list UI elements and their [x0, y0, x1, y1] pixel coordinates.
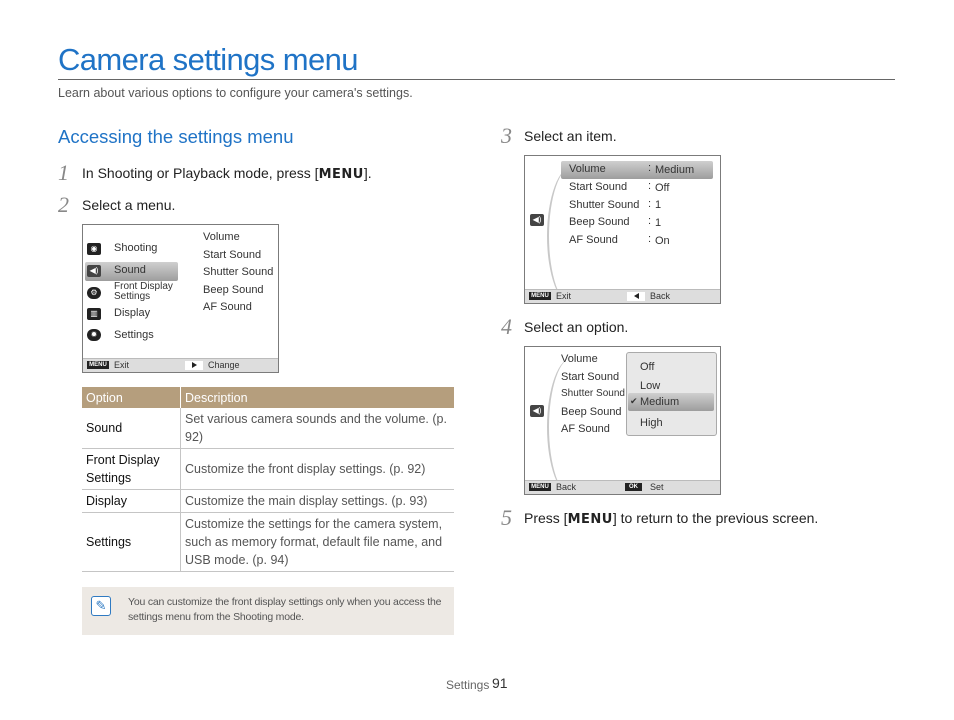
item-volume[interactable]: Volume [569, 163, 606, 175]
item-start-sound: Start Sound [203, 249, 262, 261]
screen-4-bottom-bar [525, 480, 720, 494]
page-title: Camera settings menu [58, 42, 358, 77]
table-header-row [82, 387, 454, 408]
table-row [82, 490, 454, 513]
page-number: 91 [492, 675, 508, 691]
table-row [82, 449, 454, 490]
item-beep-sound[interactable]: Beep Sound [569, 216, 630, 228]
description-cell: Customize the front display settings. (p. 92) [181, 449, 455, 490]
bar-back-label: Back [650, 291, 671, 301]
step-2-text: Select a menu. [82, 197, 176, 213]
sep: : [648, 215, 652, 227]
item-shutter-sound: Shutter Sound [203, 266, 274, 278]
item-shutter-sound: Shutter Sound [561, 388, 625, 399]
sep: : [648, 233, 652, 245]
screen-select-menu [82, 224, 279, 373]
value-beep-sound: 1 [655, 217, 662, 229]
item-shutter-sound[interactable]: Shutter Sound [569, 199, 640, 211]
description-cell: Customize the main display settings. (p. 93) [181, 490, 455, 513]
table-row [82, 408, 454, 449]
display-icon: ▥ [87, 308, 101, 320]
page-subtitle: Learn about various options to configure your camera's settings. [58, 86, 413, 100]
option-cell: Sound [82, 408, 181, 449]
menu-shooting[interactable]: Shooting [114, 242, 158, 254]
step-1-text [82, 165, 372, 182]
note-icon: ✎ [91, 596, 111, 616]
footer-section-label: Settings [446, 678, 490, 692]
front-display-icon: ⚙ [87, 287, 101, 299]
screen-select-option [524, 346, 721, 495]
sep: : [648, 162, 652, 174]
step-4-number: 4 [501, 314, 512, 339]
item-beep-sound: Beep Sound [561, 406, 622, 418]
menu-button-icon: MENU [87, 361, 109, 369]
screen-1-bottom-bar [83, 358, 278, 372]
bar-change-label: Change [208, 360, 240, 370]
option-popup [626, 352, 717, 436]
ok-button-icon: OK [625, 483, 642, 491]
menu-button-icon: MENU [529, 292, 551, 300]
option-off[interactable]: Off [640, 361, 655, 373]
item-start-sound: Start Sound [561, 371, 620, 383]
option-high[interactable]: High [640, 417, 663, 429]
step-1-number: 1 [58, 160, 69, 185]
left-arrow-icon [627, 292, 645, 301]
description-cell: Customize the settings for the camera system, such as memory format, default file name, and USB mode. (p. 94) [181, 513, 455, 572]
menu-key-icon: MENU [318, 167, 364, 182]
menu-button-icon: MENU [529, 483, 551, 491]
option-cell: Settings [82, 513, 181, 572]
menu-display[interactable]: Display [114, 307, 151, 319]
note-text: You can customize the front display settings only when you access the settings menu from the Shooting mode. [128, 596, 442, 623]
item-af-sound: AF Sound [561, 423, 610, 435]
screen-3-bottom-bar [525, 289, 720, 303]
step-5-pre: Press [ [524, 510, 568, 526]
header-option: Option [82, 387, 181, 408]
bar-set-label: Set [650, 482, 664, 492]
step-5-text [524, 510, 818, 527]
right-arrow-icon [185, 361, 203, 370]
option-low[interactable]: Low [640, 380, 661, 392]
menu-key-icon: MENU [567, 512, 613, 527]
description-cell: Set various camera sounds and the volume. (p. 92) [181, 408, 455, 449]
section-heading: Accessing the settings menu [58, 126, 294, 147]
step-3-number: 3 [501, 123, 512, 148]
gear-icon: ✹ [87, 329, 101, 341]
screen-select-item [524, 155, 721, 304]
value-start-sound: Off [655, 182, 670, 194]
step-5-number: 5 [501, 505, 512, 530]
value-shutter-sound: 1 [655, 199, 662, 211]
menu-settings[interactable]: Settings [114, 329, 154, 341]
value-af-sound: On [655, 235, 670, 247]
option-cell: Front Display Settings [82, 449, 181, 490]
header-description: Description [181, 387, 455, 408]
step-1-pre: In Shooting or Playback mode, press [ [82, 165, 319, 181]
step-2-number: 2 [58, 192, 69, 217]
bar-back-label: Back [556, 482, 577, 492]
item-start-sound[interactable]: Start Sound [569, 181, 628, 193]
menu-front-display-l1[interactable]: Front Display [114, 281, 173, 292]
item-beep-sound: Beep Sound [203, 284, 264, 296]
option-cell: Display [82, 490, 181, 513]
step-4-text: Select an option. [524, 319, 629, 335]
title-rule [58, 79, 895, 80]
camera-icon: ◉ [87, 243, 101, 255]
check-icon: ✔ [630, 396, 638, 406]
step-5-post: ] to return to the previous screen. [612, 510, 819, 526]
sep: : [648, 198, 652, 210]
note-box [82, 587, 454, 635]
item-volume: Volume [561, 353, 598, 365]
speaker-icon: ◀) [530, 214, 544, 226]
step-3-text: Select an item. [524, 128, 617, 144]
sep: : [648, 180, 652, 192]
item-af-sound: AF Sound [203, 301, 252, 313]
bar-exit-label: Exit [114, 360, 130, 370]
menu-sound[interactable]: Sound [114, 264, 146, 276]
step-1-post: ]. [363, 165, 372, 181]
speaker-icon: ◀) [87, 265, 101, 277]
item-af-sound[interactable]: AF Sound [569, 234, 618, 246]
item-volume: Volume [203, 231, 240, 243]
bar-exit-label: Exit [556, 291, 572, 301]
menu-front-display-l2[interactable]: Settings [114, 291, 151, 302]
value-volume: Medium [655, 164, 695, 176]
option-medium[interactable]: Medium [640, 396, 680, 408]
table-row [82, 513, 454, 572]
options-table [82, 387, 454, 572]
speaker-icon: ◀) [530, 405, 544, 417]
